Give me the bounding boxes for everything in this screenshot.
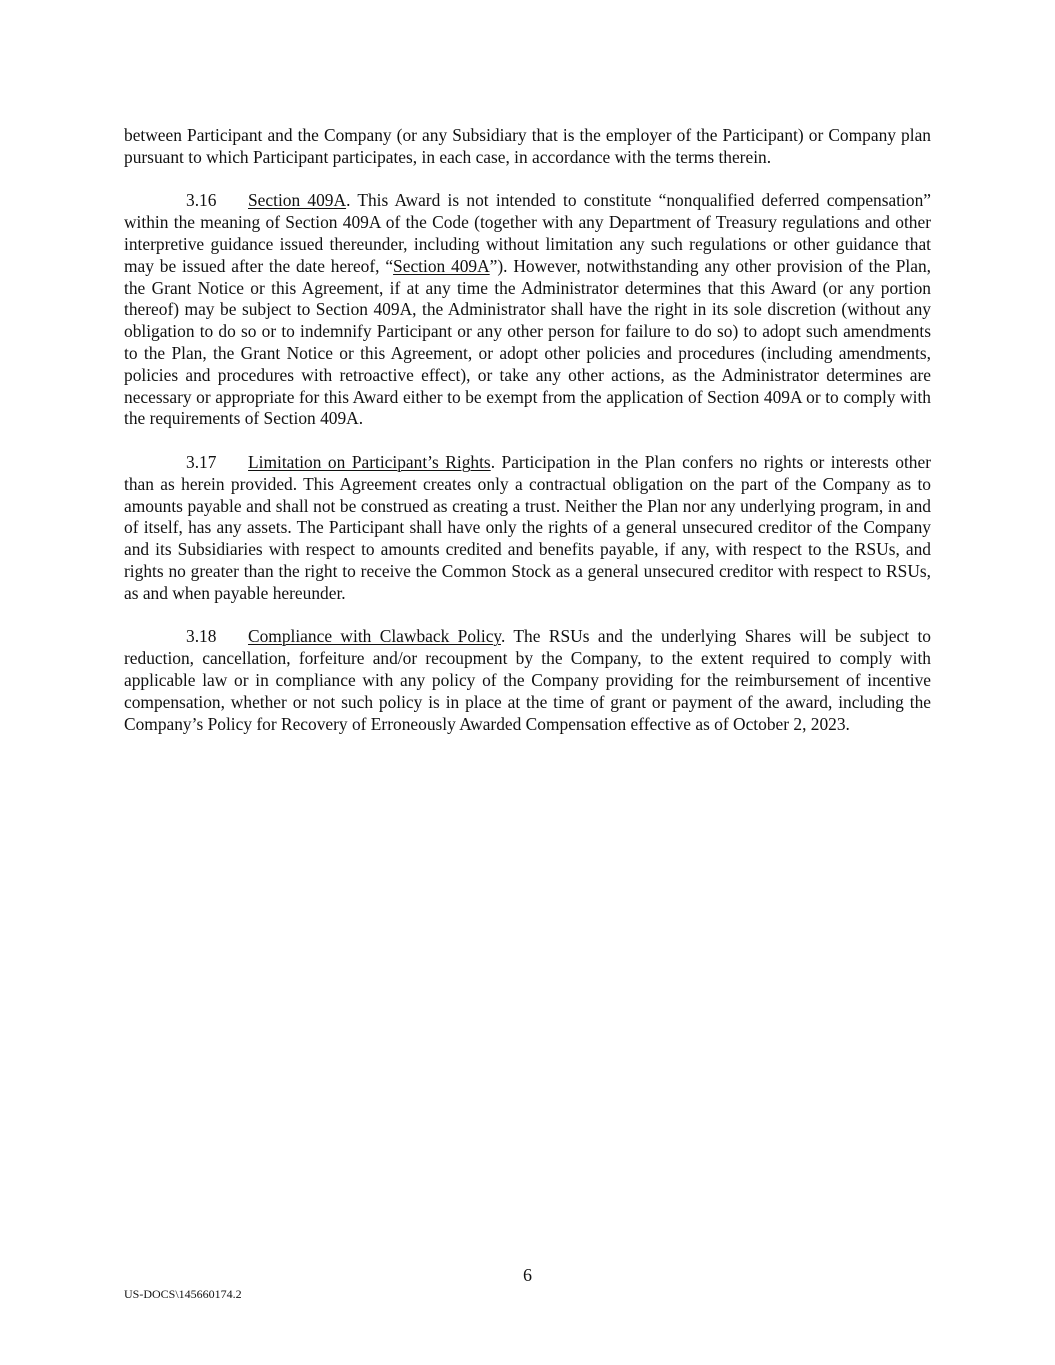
section-heading: Limitation on Participant’s Rights [248,451,491,472]
document-id: US-DOCS\145660174.2 [124,1287,242,1301]
section-text: . The RSUs and the underlying Shares will be subject to reduction, cancellation, forfeiture and/or recoupment by the Company, to the extent required to comply with applicable law or in compliance with any policy of the Company providing for the reimbursement of incentive compensation, whether or not such policy is in place at the time of grant or payment of the award, including the Company’s Policy for Recovery of Erroneously Awarded Compensation effective as of October 2, 2023. [124,626,931,734]
section-heading: Section 409A [248,190,347,211]
defined-term: Section 409A [393,255,490,276]
section-3-16 [124,190,931,430]
continuation-paragraph: between Participant and the Company (or any Subsidiary that is the employer of the Participant) or Company plan pursuant to which Participant participates, in each case, in accordance with the terms therein. [124,125,931,167]
section-3-17 [124,452,931,605]
section-text-continued: ”). However, notwithstanding any other provision of the Plan, the Grant Notice or this Agreement, if at any time the Administrator determines that this Award (or any portion thereof) may be subject to Section 409A, the Administrator shall have the right in its sole discretion (without any obligation to do so or to indemnify Participant or any other person for failure to do so) to adopt such amendments to the Plan, the Grant Notice or this Agreement, or adopt other policies and procedures (including amendments, policies and procedures with retroactive effect), or take any other actions, as the Administrator determines are necessary or appropriate for this Award either to be exempt from the application of Section 409A or to comply with the requirements of Section 409A. [124,255,932,429]
section-number: 3.17 [186,451,217,472]
document-body [124,125,931,757]
section-number: 3.16 [186,190,217,211]
section-3-18 [124,626,931,735]
page-number: 6 [523,1265,532,1285]
section-text: . Participation in the Plan confers no rights or interests other than as herein provided. This Agreement creates only a contractual obligation on the part of the Company as to amounts payable and shall not be construed as creating a trust. Neither the Plan nor any underlying program, in and of itself, has any assets. The Participant shall have only the rights of a general unsecured creditor of the Company and its Subsidiaries with respect to amounts credited and benefits payable, if any, with respect to the RSUs, and rights no greater than the right to receive the Common Stock as a general unsecured creditor with respect to RSUs, as and when payable hereunder. [124,451,931,603]
section-text: . This Award is not intended to constitute “nonqualified deferred compensation” within the meaning of Section 409A of the Code (together with any Department of Treasury regulations and other interpretive guidance issued thereunder, including without limitation any such regulations or other guidance that may be issued after the date hereof, “ [124,190,931,276]
section-number: 3.18 [186,626,217,647]
section-heading: Compliance with Clawback Policy [248,626,501,647]
